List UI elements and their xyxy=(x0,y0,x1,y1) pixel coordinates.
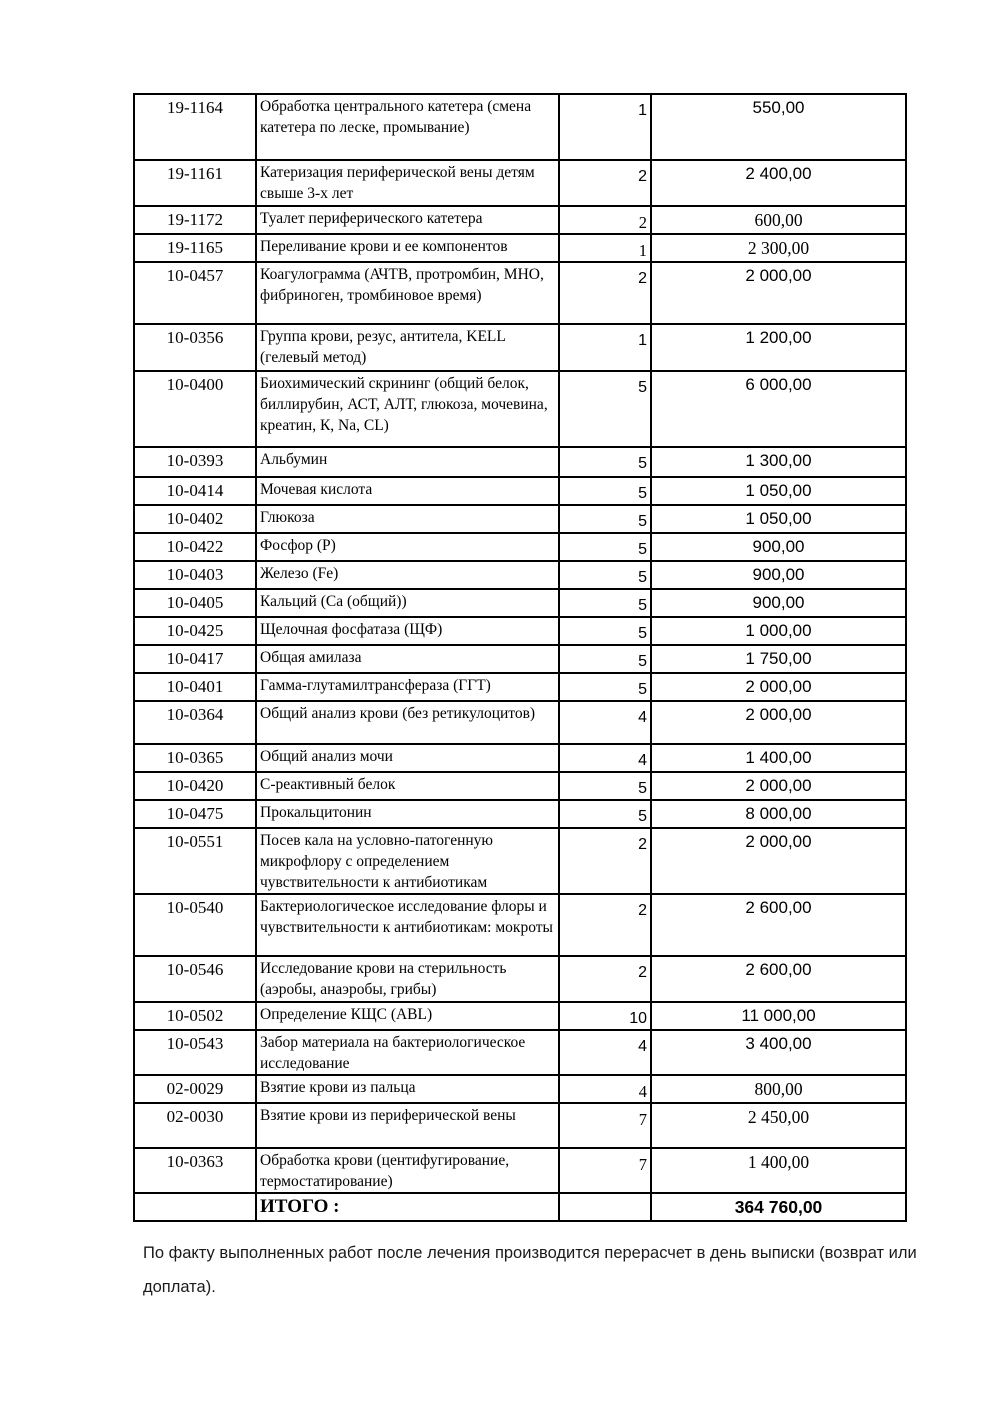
qty-cell: 4 xyxy=(559,701,651,744)
price-cell: 1 400,00 xyxy=(651,1148,906,1193)
code-cell: 10-0425 xyxy=(134,617,256,645)
price-cell: 364 760,00 xyxy=(651,1193,906,1221)
price-cell: 900,00 xyxy=(651,589,906,617)
price-cell: 900,00 xyxy=(651,533,906,561)
table-row xyxy=(134,234,906,262)
code-cell: 10-0402 xyxy=(134,505,256,533)
code-cell: 10-0400 xyxy=(134,371,256,447)
description-cell: Катеризация периферической вены детям свыше 3-х лет xyxy=(256,160,559,206)
code-cell: 10-0420 xyxy=(134,772,256,800)
table-row xyxy=(134,477,906,505)
price-cell: 2 000,00 xyxy=(651,828,906,894)
price-cell: 550,00 xyxy=(651,94,906,160)
table-row xyxy=(134,561,906,589)
description-cell: Взятие крови из периферической вены xyxy=(256,1103,559,1148)
code-cell: 10-0363 xyxy=(134,1148,256,1193)
description-cell: С-реактивный белок xyxy=(256,772,559,800)
code-cell: 10-0365 xyxy=(134,744,256,772)
description-cell: Альбумин xyxy=(256,447,559,477)
price-cell: 1 050,00 xyxy=(651,477,906,505)
description-cell: Обработка центрального катетера (смена катетера по леске, промывание) xyxy=(256,94,559,160)
description-cell: ИТОГО : xyxy=(256,1193,559,1221)
price-cell: 2 600,00 xyxy=(651,894,906,956)
code-cell: 10-0417 xyxy=(134,645,256,673)
qty-cell: 4 xyxy=(559,744,651,772)
description-cell: Группа крови, резус, антитела, KELL (гелевый метод) xyxy=(256,324,559,371)
description-cell: Бактериологическое исследование флоры и чувствительности к антибиотикам: мокроты xyxy=(256,894,559,956)
qty-cell: 5 xyxy=(559,673,651,701)
description-cell: Переливание крови и ее компонентов xyxy=(256,234,559,262)
price-cell: 8 000,00 xyxy=(651,800,906,828)
qty-cell: 1 xyxy=(559,94,651,160)
table-row xyxy=(134,1030,906,1075)
table-row xyxy=(134,744,906,772)
table-row xyxy=(134,894,906,956)
code-cell: 10-0393 xyxy=(134,447,256,477)
price-cell: 800,00 xyxy=(651,1075,906,1103)
price-cell: 1 050,00 xyxy=(651,505,906,533)
price-cell: 6 000,00 xyxy=(651,371,906,447)
qty-cell: 4 xyxy=(559,1075,651,1103)
code-cell: 10-0414 xyxy=(134,477,256,505)
table-row xyxy=(134,533,906,561)
price-cell: 2 450,00 xyxy=(651,1103,906,1148)
table-row xyxy=(134,828,906,894)
description-cell: Гамма-глутамилтрансфераза (ГГТ) xyxy=(256,673,559,701)
code-cell: 10-0422 xyxy=(134,533,256,561)
table-row xyxy=(134,1103,906,1148)
description-cell: Забор материала на бактериологическое исследование xyxy=(256,1030,559,1075)
description-cell: Общий анализ крови (без ретикулоцитов) xyxy=(256,701,559,744)
price-cell: 1 000,00 xyxy=(651,617,906,645)
description-cell: Взятие крови из пальца xyxy=(256,1075,559,1103)
table-row xyxy=(134,371,906,447)
qty-cell xyxy=(559,1193,651,1221)
code-cell: 10-0403 xyxy=(134,561,256,589)
table-row xyxy=(134,324,906,371)
qty-cell: 2 xyxy=(559,956,651,1002)
description-cell: Мочевая кислота xyxy=(256,477,559,505)
price-cell: 2 300,00 xyxy=(651,234,906,262)
table-row xyxy=(134,645,906,673)
code-cell: 10-0475 xyxy=(134,800,256,828)
footer-note: По факту выполненных работ после лечения производится перерасчет в день выписки (возврат или доплата). xyxy=(143,1244,917,1296)
code-cell: 10-0401 xyxy=(134,673,256,701)
price-cell: 2 000,00 xyxy=(651,701,906,744)
price-cell: 2 000,00 xyxy=(651,262,906,324)
code-cell: 19-1165 xyxy=(134,234,256,262)
code-cell: 10-0405 xyxy=(134,589,256,617)
description-cell: Исследование крови на стерильность (аэробы, анаэробы, грибы) xyxy=(256,956,559,1002)
price-cell: 1 200,00 xyxy=(651,324,906,371)
price-cell: 2 400,00 xyxy=(651,160,906,206)
qty-cell: 10 xyxy=(559,1002,651,1030)
description-cell: Кальций (Ca (общий)) xyxy=(256,589,559,617)
code-cell: 02-0030 xyxy=(134,1103,256,1148)
code-cell xyxy=(134,1193,256,1221)
price-cell: 1 750,00 xyxy=(651,645,906,673)
description-cell: Прокальцитонин xyxy=(256,800,559,828)
price-cell: 1 300,00 xyxy=(651,447,906,477)
table-row xyxy=(134,447,906,477)
table-row xyxy=(134,1075,906,1103)
code-cell: 19-1161 xyxy=(134,160,256,206)
services-table-body xyxy=(134,94,906,1221)
qty-cell: 2 xyxy=(559,828,651,894)
price-cell: 900,00 xyxy=(651,561,906,589)
description-cell: Глюкоза xyxy=(256,505,559,533)
qty-cell: 5 xyxy=(559,505,651,533)
table-row xyxy=(134,772,906,800)
qty-cell: 4 xyxy=(559,1030,651,1075)
description-cell: Обработка крови (центифугирование, термостатирование) xyxy=(256,1148,559,1193)
description-cell: Фосфор (P) xyxy=(256,533,559,561)
table-row xyxy=(134,262,906,324)
table-row xyxy=(134,1148,906,1193)
code-cell: 10-0546 xyxy=(134,956,256,1002)
qty-cell: 2 xyxy=(559,160,651,206)
qty-cell: 5 xyxy=(559,477,651,505)
table-row xyxy=(134,617,906,645)
description-cell: Железо (Fe) xyxy=(256,561,559,589)
qty-cell: 7 xyxy=(559,1103,651,1148)
code-cell: 10-0551 xyxy=(134,828,256,894)
qty-cell: 5 xyxy=(559,561,651,589)
price-cell: 2 000,00 xyxy=(651,772,906,800)
qty-cell: 2 xyxy=(559,206,651,234)
price-cell: 600,00 xyxy=(651,206,906,234)
table-row xyxy=(134,160,906,206)
table-row xyxy=(134,701,906,744)
code-cell: 02-0029 xyxy=(134,1075,256,1103)
price-cell: 1 400,00 xyxy=(651,744,906,772)
description-cell: Посев кала на условно-патогенную микрофлору с определением чувствительности к антибиотикам xyxy=(256,828,559,894)
description-cell: Коагулограмма (АЧТВ, протромбин, МНО, фибриноген, тромбиновое время) xyxy=(256,262,559,324)
total-row xyxy=(134,1193,906,1221)
qty-cell: 2 xyxy=(559,262,651,324)
qty-cell: 7 xyxy=(559,1148,651,1193)
qty-cell: 1 xyxy=(559,234,651,262)
services-table xyxy=(133,93,907,1222)
description-cell: Общий анализ мочи xyxy=(256,744,559,772)
price-cell: 2 600,00 xyxy=(651,956,906,1002)
description-cell: Щелочная фосфатаза (ЩФ) xyxy=(256,617,559,645)
price-cell: 11 000,00 xyxy=(651,1002,906,1030)
description-cell: Определение КЩС (ABL) xyxy=(256,1002,559,1030)
table-row xyxy=(134,1002,906,1030)
code-cell: 19-1172 xyxy=(134,206,256,234)
table-row xyxy=(134,94,906,160)
qty-cell: 5 xyxy=(559,772,651,800)
table-row xyxy=(134,673,906,701)
qty-cell: 5 xyxy=(559,589,651,617)
description-cell: Туалет периферического катетера xyxy=(256,206,559,234)
code-cell: 10-0364 xyxy=(134,701,256,744)
description-cell: Общая амилаза xyxy=(256,645,559,673)
qty-cell: 2 xyxy=(559,894,651,956)
qty-cell: 5 xyxy=(559,800,651,828)
code-cell: 10-0543 xyxy=(134,1030,256,1075)
qty-cell: 5 xyxy=(559,645,651,673)
code-cell: 10-0540 xyxy=(134,894,256,956)
price-cell: 2 000,00 xyxy=(651,673,906,701)
table-row xyxy=(134,505,906,533)
code-cell: 10-0502 xyxy=(134,1002,256,1030)
qty-cell: 5 xyxy=(559,617,651,645)
table-row xyxy=(134,206,906,234)
qty-cell: 5 xyxy=(559,533,651,561)
code-cell: 19-1164 xyxy=(134,94,256,160)
qty-cell: 5 xyxy=(559,371,651,447)
table-row xyxy=(134,800,906,828)
description-cell: Биохимический скрининг (общий белок, биллирубин, АСТ, АЛТ, глюкоза, мочевина, креатин, К, Na, CL) xyxy=(256,371,559,447)
table-row xyxy=(134,956,906,1002)
table-row xyxy=(134,589,906,617)
price-cell: 3 400,00 xyxy=(651,1030,906,1075)
qty-cell: 5 xyxy=(559,447,651,477)
qty-cell: 1 xyxy=(559,324,651,371)
code-cell: 10-0457 xyxy=(134,262,256,324)
code-cell: 10-0356 xyxy=(134,324,256,371)
